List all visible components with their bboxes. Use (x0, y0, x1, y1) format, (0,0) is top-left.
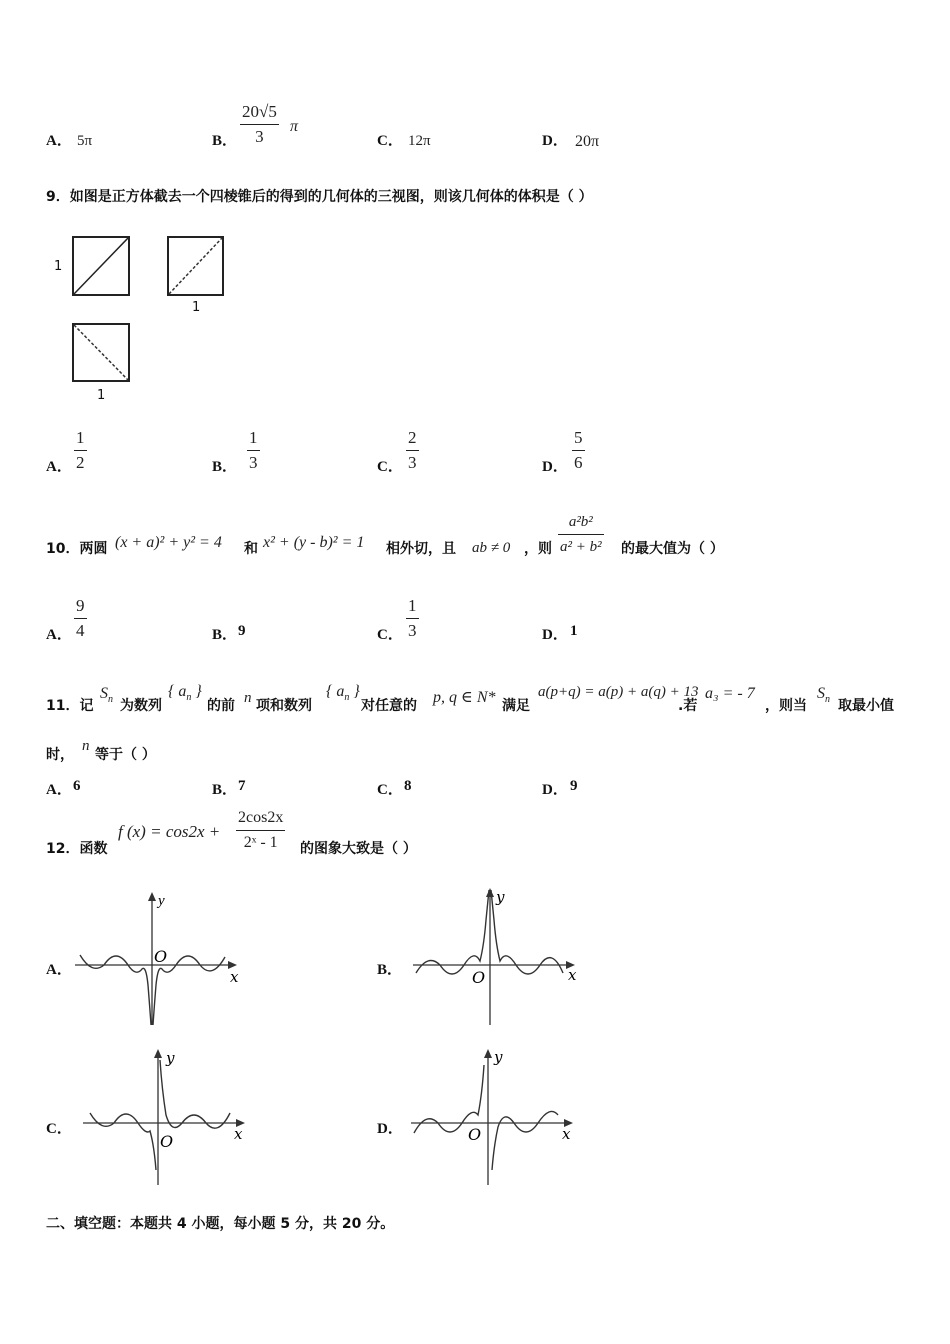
q12-option-b-label: B． (377, 962, 403, 978)
q9-dim-label-left: 1 (54, 259, 63, 274)
q11-t2: 为数列 (120, 698, 162, 714)
q12-option-c-label: C． (46, 1121, 72, 1137)
graph-d-x-label: x (562, 1125, 571, 1143)
q11-option-a-label: A． (46, 782, 72, 798)
q10-option-a-fraction: 9 4 (76, 596, 85, 640)
q11-S: $S_n$ (100, 685, 113, 705)
front-view (73, 237, 129, 295)
graph-a-origin: O (154, 947, 168, 966)
q11-a3: a₃ = - 7 (705, 685, 755, 702)
q11-line2a: 时， (46, 747, 74, 763)
q11-option-c-value: 8 (404, 778, 412, 794)
q9-option-d-fraction: 5 6 (574, 428, 583, 472)
graph-b (408, 885, 588, 1030)
graph-c (78, 1045, 258, 1190)
q11-t7: .若 (678, 698, 698, 714)
graph-b-x-label: x (568, 966, 577, 984)
q11-option-a-value: 6 (73, 778, 81, 794)
q11-an-2: { $a_n$ } (326, 683, 360, 703)
q8-option-a-label: A． (46, 133, 72, 149)
q11-t8: ，则当 (765, 698, 807, 714)
q9-three-view-figure (50, 228, 250, 408)
q9-option-b-label: B． (212, 459, 238, 475)
q11-t5: 对任意的 (361, 698, 417, 714)
graph-c-x-label: x (234, 1125, 243, 1143)
q11-n2: n (82, 738, 90, 754)
q9-dim-label-side: 1 (192, 300, 201, 315)
q11-t3: 的前 (207, 698, 235, 714)
q12-fx: f (x) = cos2x + (118, 822, 221, 841)
graph-c-y-label: y (166, 1049, 175, 1067)
q11-option-b-value: 7 (238, 778, 246, 794)
q12-option-d-label: D． (377, 1121, 403, 1137)
top-view (73, 324, 129, 381)
q11-n: n (244, 690, 252, 706)
graph-d-origin: O (468, 1125, 482, 1144)
q9-stem: 9．如图是正方体截去一个四棱锥后的得到的几何体的三视图，则该几何体的体积是（ ） (46, 189, 593, 205)
q9-option-c-label: C． (377, 459, 403, 475)
q10-option-a-label: A． (46, 627, 72, 643)
q11-S2: $S_n$ (817, 685, 830, 705)
q12-option-a-label: A． (46, 962, 72, 978)
q10-suffix: 的最大值为（ ） (621, 541, 724, 557)
q8-option-c-label: C． (377, 133, 403, 149)
q10-option-d-label: D． (542, 627, 568, 643)
q11-t9: 取最小值 (838, 698, 894, 714)
q8-option-b-fraction: 20√5 3 (242, 102, 277, 146)
q11-t1: 11．记 (46, 698, 94, 714)
q9-dim-label-top: 1 (97, 388, 106, 403)
q9-option-a-label: A． (46, 459, 72, 475)
q10-option-b-value: 9 (238, 623, 246, 639)
q12-fraction: 2cos2x 2ˣ - 1 (238, 809, 284, 851)
q10-and: 和 (244, 541, 258, 557)
q11-option-b-label: B． (212, 782, 238, 798)
q11-option-d-value: 9 (570, 778, 578, 794)
q9-option-c-fraction: 2 3 (408, 428, 417, 472)
graph-d (406, 1045, 586, 1190)
q11-t6: 满足 (502, 698, 530, 714)
q10-cond: ab ≠ 0 (472, 540, 511, 556)
q12-suffix: 的图象大致是（ ） (300, 841, 417, 857)
graph-b-origin: O (472, 968, 486, 987)
q11-pq: p, q ∈ N* (433, 689, 496, 706)
q8-option-a-value: 5π (77, 133, 93, 149)
q11-option-c-label: C． (377, 782, 403, 798)
q10-option-b-label: B． (212, 627, 238, 643)
q11-t4: 项和数列 (256, 698, 312, 714)
q8-option-d-label: D． (542, 133, 568, 149)
q12-prefix: 12．函数 (46, 841, 108, 857)
q10-eq1: (x + a)² + y² = 4 (115, 534, 222, 551)
q10-option-c-fraction: 1 3 (408, 596, 417, 640)
q11-option-d-label: D． (542, 782, 568, 798)
q11-an-1: { $a_n$ } (168, 683, 202, 703)
graph-a-x-label: x (230, 968, 239, 986)
q10-fraction: a²b² a² + b² (560, 514, 602, 555)
q9-option-b-fraction: 1 3 (249, 428, 258, 472)
q10-then: ，则 (524, 541, 552, 557)
q10-option-d-value: 1 (570, 623, 578, 639)
q9-option-d-label: D． (542, 459, 568, 475)
q8-option-d-value: 20π (575, 133, 600, 150)
graph-b-y-label: y (496, 888, 505, 906)
q10-mid: 相外切，且 (386, 541, 456, 557)
graph-c-origin: O (160, 1132, 174, 1151)
graph-d-y-label: y (494, 1048, 503, 1066)
q10-option-c-label: C． (377, 627, 403, 643)
q8-option-c-value: 12π (408, 133, 431, 149)
q10-prefix: 10．两圆 (46, 541, 108, 557)
side-view (168, 237, 223, 295)
q10-eq2: x² + (y - b)² = 1 (263, 534, 365, 551)
q9-option-a-fraction: 1 2 (76, 428, 85, 472)
q8-option-b-suffix: π (290, 118, 299, 135)
graph-a (70, 885, 250, 1030)
q11-line2b: 等于（ ） (95, 747, 156, 763)
section2-heading: 二、填空题：本题共 4 小题，每小题 5 分，共 20 分。 (46, 1216, 395, 1232)
graph-a-y-label: y (158, 893, 165, 909)
q8-option-b-label: B． (212, 133, 238, 149)
q11-relation: a(p+q) = a(p) + a(q) + 13 (538, 684, 699, 700)
